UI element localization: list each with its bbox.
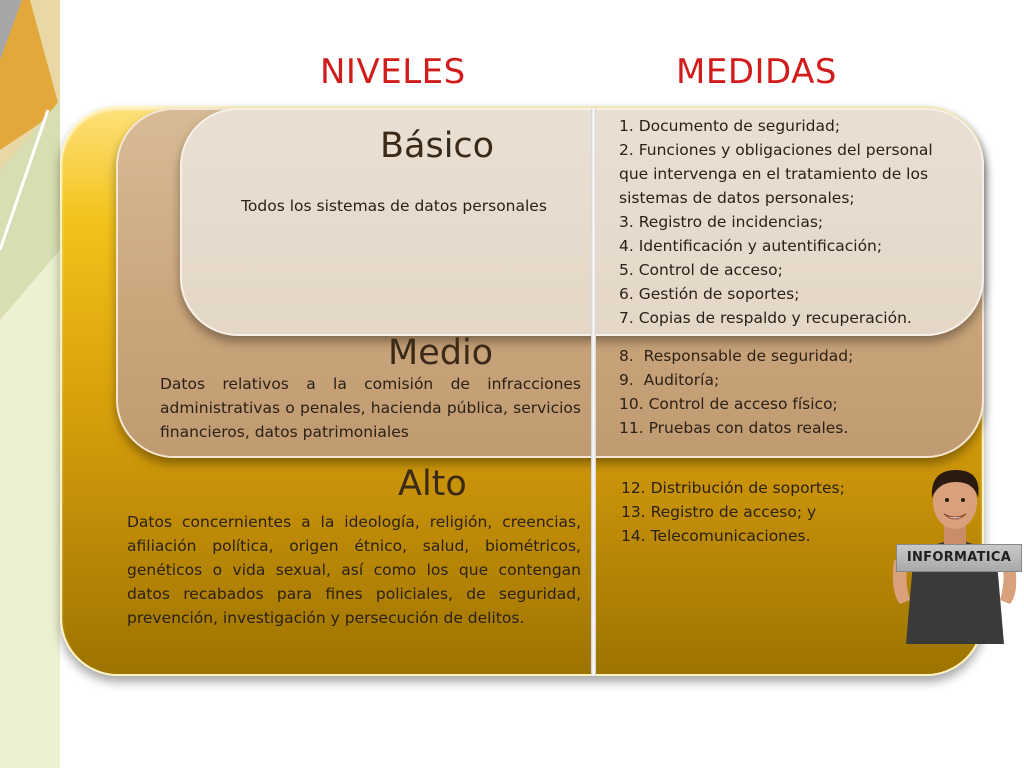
measure-item: 7. Copias de respaldo y recuperación.	[619, 309, 912, 327]
measure-item: 6. Gestión de soportes;	[619, 285, 800, 303]
column-divider	[591, 108, 596, 676]
measure-item: 1. Documento de seguridad;	[619, 117, 841, 135]
measure-item: 4. Identificación y autentificación;	[619, 237, 883, 255]
measure-item: 9. Auditoría;	[619, 371, 720, 389]
level-basico-description: Todos los sistemas de datos personales	[241, 197, 547, 215]
level-basico-title: Básico	[380, 126, 495, 166]
measure-item: 2. Funciones y obligaciones del personal que intervenga en el tratamiento de los sistemas de datos personales;	[619, 141, 933, 207]
level-medio-description: Datos relativos a la comisión de infracciones administrativas o penales, hacienda pública, servicios financieros, datos patrimoniales	[160, 375, 581, 441]
heading-niveles: NIVELES	[320, 52, 466, 92]
informatica-sign: INFORMATICA	[896, 544, 1022, 572]
measure-item: 11. Pruebas con datos reales.	[619, 419, 849, 437]
measure-item: 10. Control de acceso físico;	[619, 395, 838, 413]
level-medio-measures	[619, 344, 959, 440]
heading-medidas: MEDIDAS	[676, 52, 837, 92]
level-alto-description: Datos concernientes a la ideología, religión, creencias, afiliación política, origen étnico, salud, biométricos, genéticos o vida sexual, así como los que contengan datos recabados para fines policiales, de seguridad, prevención, investigación y persecución de delitos.	[127, 513, 581, 627]
level-basico-measures	[619, 114, 959, 330]
measure-item: 14. Telecomunicaciones.	[621, 527, 811, 545]
level-alto-title: Alto	[398, 464, 467, 504]
measure-item: 13. Registro de acceso; y	[621, 503, 817, 521]
level-medio-title: Medio	[388, 333, 494, 373]
measure-item: 12. Distribución de soportes;	[621, 479, 845, 497]
measure-item: 3. Registro de incidencias;	[619, 213, 824, 231]
decorative-left-strip	[0, 0, 60, 768]
measure-item: 8. Responsable de seguridad;	[619, 347, 854, 365]
measure-item: 5. Control de acceso;	[619, 261, 783, 279]
level-alto-measures	[621, 476, 881, 548]
